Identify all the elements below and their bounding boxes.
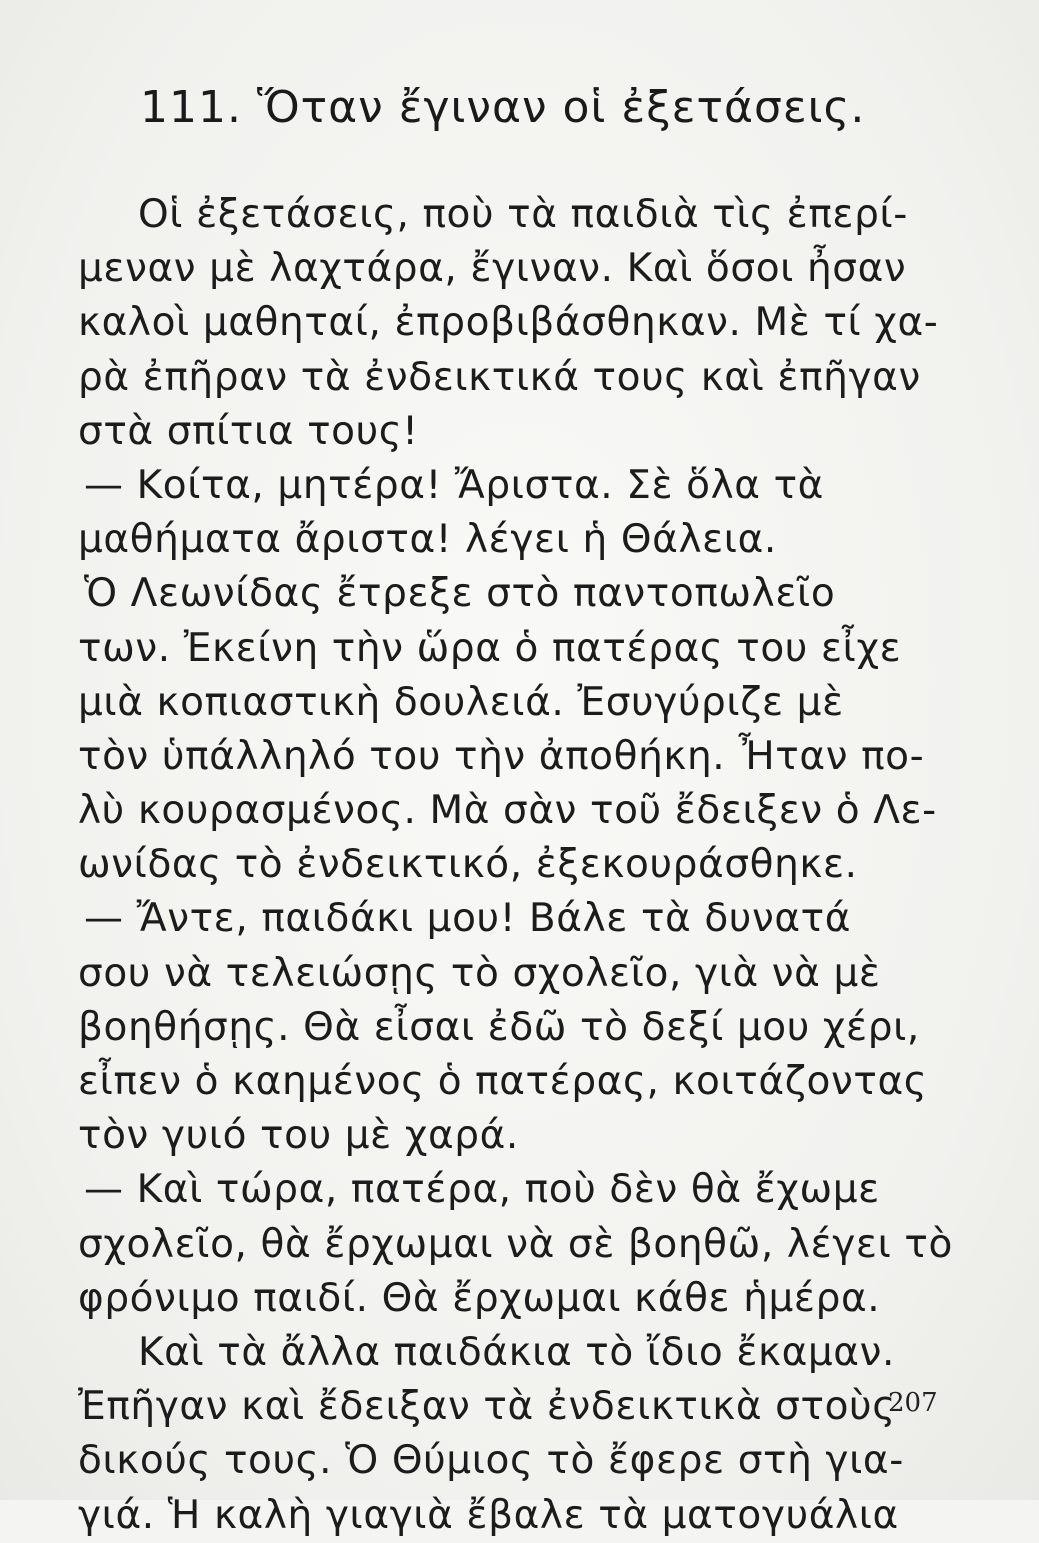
text-line: σου νὰ τελειώσῃς τὸ σχολεῖο, γιὰ νὰ μὲ [78,950,881,996]
text-line: Ἐπῆγαν καὶ ἔδειξαν τὰ ἐνδεικτικὰ στοὺς [78,1384,896,1430]
text-line: βοηθήσῃς. Θὰ εἶσαι ἐδῶ τὸ δεξί μου χέρι, [78,1004,920,1050]
text-line: Καὶ τὰ ἄλλα παιδάκια τὸ ἴδιο ἔκαμαν. [138,1329,896,1375]
text-line: — Ἄντε, παιδάκι μου! Βάλε τὰ δυνατά [84,896,852,942]
text-line: ωνίδας τὸ ἐνδεικτικό, ἐξεκουράσθηκε. [78,842,858,888]
text-line: τὸν γυιό του μὲ χαρά. [78,1113,519,1159]
chapter-heading: 111. Ὅταν ἔγιναν οἱ ἐξετάσεις. [140,82,866,133]
text-line: — Καὶ τώρα, πατέρα, ποὺ δὲν θὰ ἔχωμε [84,1167,880,1213]
text-line: δικούς τους. Ὁ Θύμιος τὸ ἔφερε στὴ για- [78,1438,904,1484]
text-line: μιὰ κοπιαστικὴ δουλειά. Ἐσυγύριζε μὲ [78,679,844,725]
text-line: Οἱ ἐξετάσεις, ποὺ τὰ παιδιὰ τὶς ἐπερί- [138,192,908,237]
text-line: σχολεῖο, θὰ ἔρχωμαι νὰ σὲ βοηθῶ, λέγει τὸ [78,1221,953,1267]
text-line: γιά. Ἡ καλὴ γιαγιὰ ἔβαλε τὰ ματογυάλια [78,1492,899,1538]
text-line: φρόνιμο παιδί. Θὰ ἔρχωμαι κάθε ἡμέρα. [78,1275,881,1321]
text-line: στὰ σπίτια τους! [78,408,419,454]
text-line: των. Ἐκείνη τὴν ὥρα ὁ πατέρας του εἶχε [78,625,902,671]
text-line: ρὰ ἐπῆραν τὰ ἐνδεικτικά τους καὶ ἐπῆγαν [78,354,921,400]
text-line: εἶπεν ὁ καημένος ὁ πατέρας, κοιτάζοντας [78,1059,928,1104]
text-line: καλοὶ μαθηταί, ἐπροβιβάσθηκαν. Μὲ τί χα- [78,300,939,346]
text-line: λὺ κουρασμένος. Μὰ σὰν τοῦ ἔδειξεν ὁ Λε- [78,788,937,834]
text-line: μεναν μὲ λαχτάρα, ἔγιναν. Καὶ ὅσοι ἦσαν [78,246,907,292]
text-line: — Κοίτα, μητέρα! Ἄριστα. Σὲ ὅλα τὰ [84,462,824,508]
text-line: Ὁ Λεωνίδας ἔτρεξε στὸ παντοπωλεῖο [84,571,836,617]
text-line: τὸν ὑπάλληλό του τὴν ἀποθήκη. Ἦταν πο- [78,733,925,779]
text-line: μαθήματα ἄριστα! λέγει ἡ Θάλεια. [78,517,777,563]
body-text [78,188,958,1543]
page-number: 207 [888,1388,938,1418]
